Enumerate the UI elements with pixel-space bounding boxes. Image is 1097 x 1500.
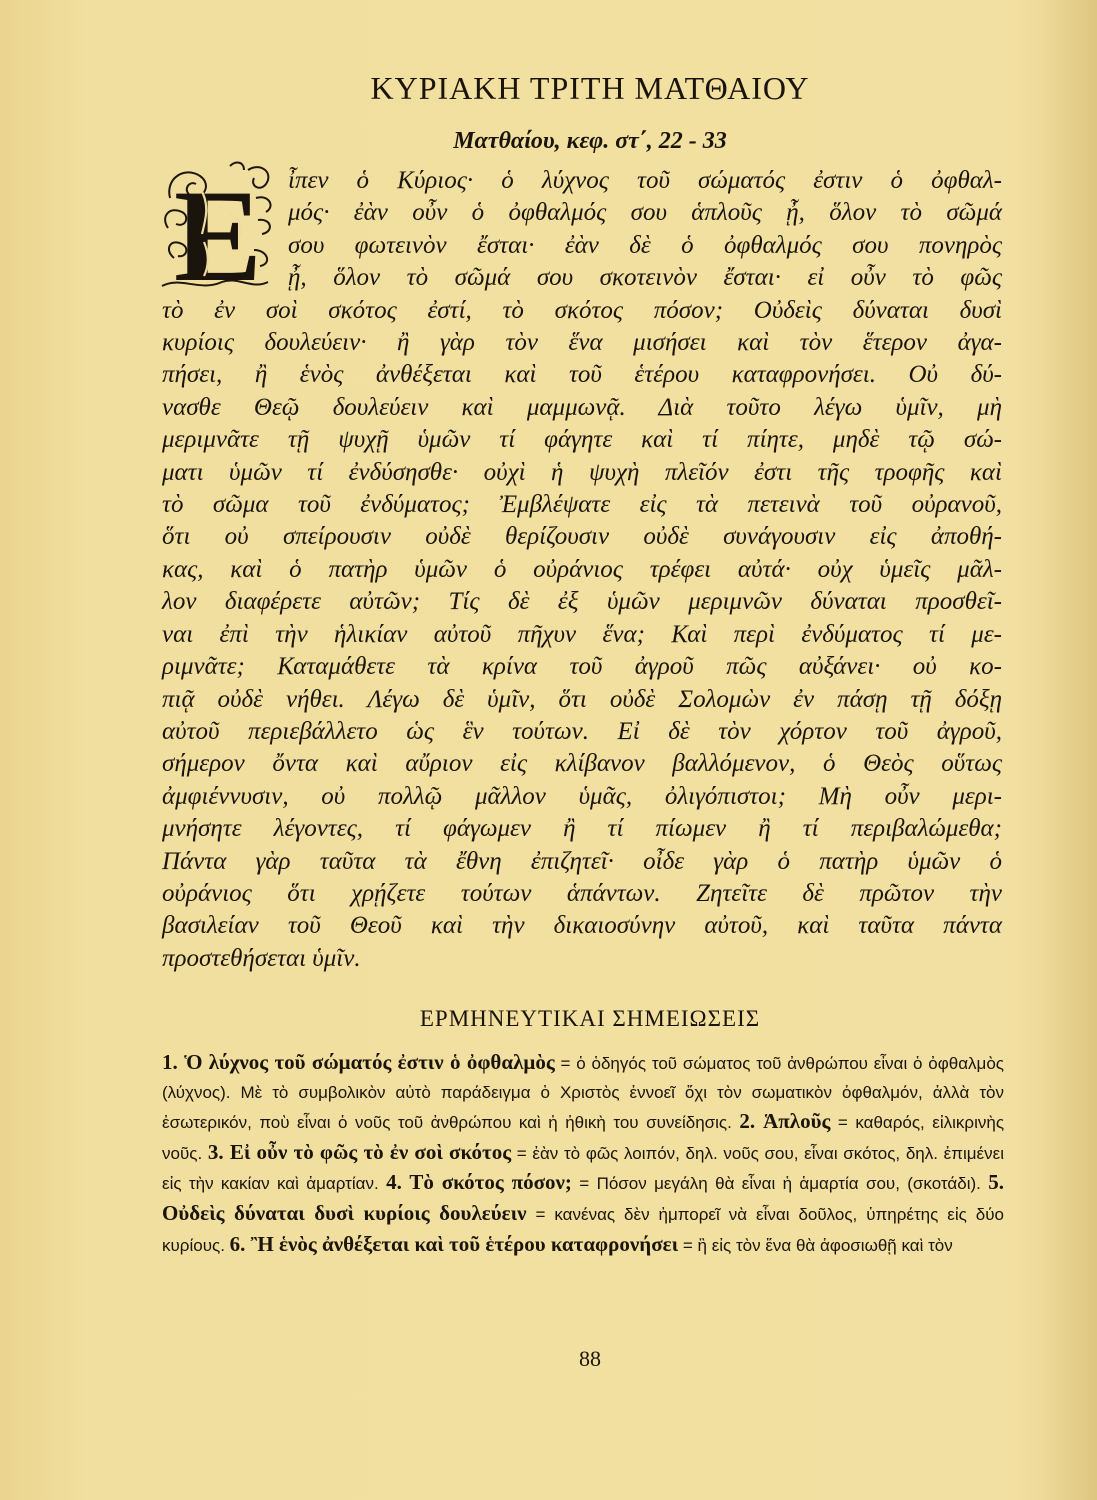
scripture-line: ᾖ, ὅλον τὸ σῶμά σου σκοτεινὸν ἔσται· εἰ οὖν τὸ φῶς xyxy=(288,264,1002,292)
note-term: 1. Ὁ λύχνος τοῦ σώματός ἐστιν ὁ ὀφθαλμὸς xyxy=(162,1050,555,1074)
scripture-line: ματι ὑμῶν τί ἐνδύσησθε· οὐχὶ ἡ ψυχὴ πλεῖόν ἐστι τῆς τροφῆς καὶ xyxy=(162,458,1002,486)
page-number: 88 xyxy=(579,1346,601,1371)
note-explanation: = ἐὰν τὸ φῶς λοιπόν, δηλ. νοῦς σου, εἶναι σκότος, δηλ. ἐπιμένει εἰς τὴν κακίαν καὶ ἁμαρτίαν. xyxy=(162,1143,1004,1194)
scripture-line: ριμνᾶτε; Καταμάθετε τὰ κρίνα τοῦ ἀγροῦ πῶς αὐξάνει· οὐ κο- xyxy=(162,653,1002,681)
reading-reference: Ματθαίου, κεφ. στ΄, 22 - 33 xyxy=(453,128,727,154)
scripture-line: ναι ἐπὶ τὴν ἡλικίαν αὐτοῦ πῆχυν ἕνα; Καὶ περὶ ἐνδύματος τί με- xyxy=(162,620,1002,648)
note-explanation: = ἢ εἰς τὸν ἕνα θὰ ἀφοσιωθῇ καὶ τὸν xyxy=(682,1235,953,1255)
explanatory-notes xyxy=(162,1048,1004,1260)
note-term: 4. Τὸ σκότος πόσον; xyxy=(386,1170,572,1195)
notes-heading: ΕΡΜΗΝΕΥΤΙΚΑΙ ΣΗΜΕΙΩΣΕΙΣ xyxy=(419,1006,761,1031)
note-term: 2. Ἁπλοῦς xyxy=(739,1109,831,1134)
scripture-line: ὅτι οὐ σπείρουσιν οὐδὲ θερίζουσιν οὐδὲ συνάγουσιν εἰς ἀποθή- xyxy=(162,523,1002,551)
scripture-line: σήμερον ὄντα καὶ αὔριον εἰς κλίβανον βαλλόμενον, ὁ Θεὸς οὕτως xyxy=(162,750,1002,778)
note-explanation: = καθαρός, εἰλικρινὴς νοῦς. xyxy=(162,1113,1005,1163)
scripture-line: πήσει, ἢ ἑνὸς ἀνθέξεται καὶ τοῦ ἑτέρου καταφρονήσει. Οὐ δύ- xyxy=(162,361,1002,389)
drop-cap-letter: Ε xyxy=(173,162,263,300)
scripture-line: μεριμνᾶτε τῇ ψυχῇ ὑμῶν τί φάγητε καὶ τί πίητε, μηδὲ τῷ σώ- xyxy=(162,426,1002,454)
scripture-line: ἶπεν ὁ Κύριος· ὁ λύχνος τοῦ σώματός ἐστιν ὁ ὀφθαλ- xyxy=(288,167,1002,194)
scripture-line: ἀμφιέννυσιν, οὐ πολλῷ μᾶλλον ὑμᾶς, ὀλιγόπιστοι; Μὴ οὖν μερι- xyxy=(162,782,1002,810)
note-term: 6. Ἢ ἑνὸς ἀνθέξεται καὶ τοῦ ἑτέρου καταφρονήσει xyxy=(229,1231,679,1256)
scripture-line: προστεθήσεται ὑμῖν. xyxy=(162,944,361,972)
scripture-line: τὸ σῶμα τοῦ ἐνδύματος; Ἐμβλέψατε εἰς τὰ πετεινὰ τοῦ οὐρανοῦ, xyxy=(162,491,1002,519)
scripture-line: βασιλείαν τοῦ Θεοῦ καὶ τὴν δικαιοσύνην αὐτοῦ, καὶ ταῦτα πάντα xyxy=(162,912,1002,940)
note-explanation: = κανένας δὲν ἠμπορεῖ νὰ εἶναι δοῦλος, ὑπηρέτης εἰς δύο κυρίους. xyxy=(162,1204,1005,1255)
scripture-line: κας, καὶ ὁ πατὴρ ὑμῶν ὁ οὐράνιος τρέφει αὐτά· οὐχ ὑμεῖς μᾶλ- xyxy=(162,555,1002,583)
scripture-text xyxy=(162,165,1002,975)
page-title: ΚΥΡΙΑΚΗ ΤΡΙΤΗ ΜΑΤΘΑΙΟΥ xyxy=(370,70,810,106)
scripture-line: οὐράνιος ὅτι χρῄζετε τούτων ἁπάντων. Ζητεῖτε δὲ πρῶτον τὴν xyxy=(162,879,1002,907)
scripture-line: τὸ ἐν σοὶ σκότος ἐστί, τὸ σκότος πόσον; Οὐδεὶς δύναται δυσὶ xyxy=(162,296,1002,324)
scripture-line: πιᾷ οὐδὲ νήθει. Λέγω δὲ ὑμῖν, ὅτι οὐδὲ Σολομὼν ἐν πάσῃ τῇ δόξῃ xyxy=(162,685,1002,713)
note-explanation: = ὁ ὁδηγός τοῦ σώματος τοῦ ἀνθρώπου εἶναι ὁ ὀφθαλμὸς (λύχνος). Μὲ τὸ συμβολικὸν αὐτὸ παράδειγμα ὁ Χριστὸς ἐννοεῖ ὄχι τὸν σωματικὸν ὀφθαλμόν, ἀλλὰ τὸν ἐσωτερικόν, ποὺ εἶναι ὁ νοῦς τοῦ ἀνθρώπου καὶ ἡ ἠθικὴ του συνείδησις. xyxy=(162,1054,1004,1133)
scripture-line: Πάντα γὰρ ταῦτα τὰ ἔθνη ἐπιζητεῖ· οἶδε γὰρ ὁ πατὴρ ὑμῶν ὁ xyxy=(162,847,1002,875)
note-term: 3. Εἰ οὖν τὸ φῶς τὸ ἐν σοὶ σκότος xyxy=(207,1139,512,1164)
scripture-line: αὐτοῦ περιεβάλλετο ὡς ἓν τούτων. Εἰ δὲ τὸν χόρτον τοῦ ἀγροῦ, xyxy=(162,717,1002,745)
page-edge-shadow xyxy=(1037,0,1097,1500)
note-explanation: = Πόσον μεγάλη θὰ εἶναι ἡ ἁμαρτία σου, (σκοτάδι). xyxy=(579,1174,981,1194)
scripture-line: λον διαφέρετε αὐτῶν; Τίς δὲ ἐξ ὑμῶν μεριμνῶν δύναται προσθεῖ- xyxy=(162,588,1002,616)
scripture-line: μνήσητε λέγοντες, τί φάγωμεν ἢ τί πίωμεν ἢ τί περιβαλώμεθα; xyxy=(162,815,1002,843)
scripture-line: νασθε Θεῷ δουλεύειν καὶ μαμμωνᾷ. Διὰ τοῦτο λέγω ὑμῖν, μὴ xyxy=(162,393,1002,421)
scripture-line: σου φωτεινὸν ἔσται· ἐὰν δὲ ὁ ὀφθαλμός σου πονηρὸς xyxy=(288,231,1002,259)
scripture-line: μός· ἐὰν οὖν ὁ ὀφθαλμός σου ἁπλοῦς ᾖ, ὅλον τὸ σῶμά xyxy=(288,199,1002,227)
scripture-line: κυρίοις δουλεύειν· ἢ γὰρ τὸν ἕνα μισήσει καὶ τὸν ἕτερον ἀγα- xyxy=(162,329,1002,357)
note-term: 5. Οὐδεὶς δύναται δυσὶ κυρίοις δουλεύειν xyxy=(162,1170,1004,1225)
